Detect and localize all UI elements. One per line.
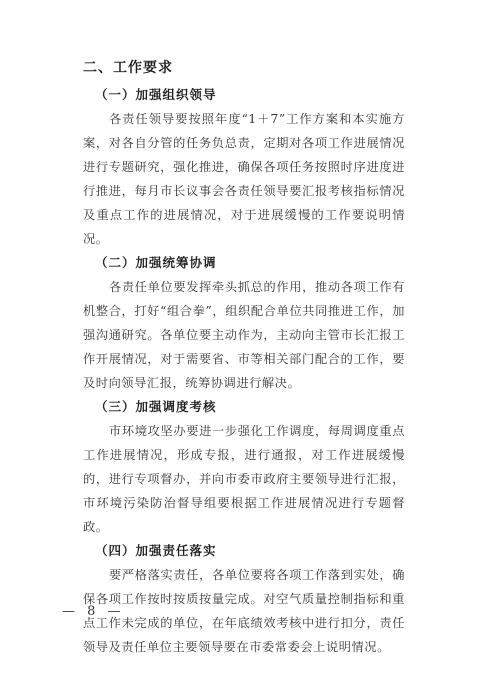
paragraph-coordination: 各责任单位要发挥牵头抓总的作用，推动各项工作有机整合，打好“组合拳”，组织配合单位共同推进工作，加强沟通研究。各单位要主动作为，主动向主管市长汇报工作开展情况，对于需要省、市等相关部门配合的工作，要及时向领导汇报，统筹协调进行解决。 xyxy=(83,280,405,390)
subheading-responsibility: （四）加强责任落实 xyxy=(95,543,217,558)
requirement-block-2 xyxy=(83,251,405,395)
subheading-organization-leadership: （一）加强组织领导 xyxy=(95,87,217,102)
paragraph-organization-leadership: 各责任领导要按照年度“1＋7”工作方案和本实施方案，对各自分管的任务负总责，定期对各项工作进展情况进行专题研究，强化推进，确保各项任务按照时序进度进行推进，每月市长议事会各责任领导要汇报考核指标情况及重点工作的进展情况，对于进展缓慢的工作要说明情况。 xyxy=(83,112,405,246)
requirement-block-1 xyxy=(83,83,405,251)
subheading-coordination: （二）加强统筹协调 xyxy=(95,255,217,270)
subheading-scheduling-assessment: （三）加强调度考核 xyxy=(95,399,217,414)
document-body xyxy=(83,58,405,659)
page-number: — 8 — xyxy=(62,604,125,619)
requirement-block-4 xyxy=(83,539,405,659)
requirement-block-3 xyxy=(83,395,405,539)
paragraph-scheduling-assessment: 市环境攻坚办要进一步强化工作调度，每周调度重点工作进展情况，形成专报，进行通报，对工作进展缓慢的，进行专项督办，并向市委市政府主要领导进行汇报，市环境污染防治督导组要根据工作进展情况进行专题督政。 xyxy=(83,424,405,534)
paragraph-responsibility: 要严格落实责任，各单位要将各项工作落到实处，确保各项工作按时按质按量完成。对空气质量控制指标和重点工作未完成的单位，在年底绩效考核中进行扣分，责任领导及责任单位主要领导要在市委常委会上说明情况。 xyxy=(83,568,405,654)
section-heading: 二、工作要求 xyxy=(83,60,173,76)
